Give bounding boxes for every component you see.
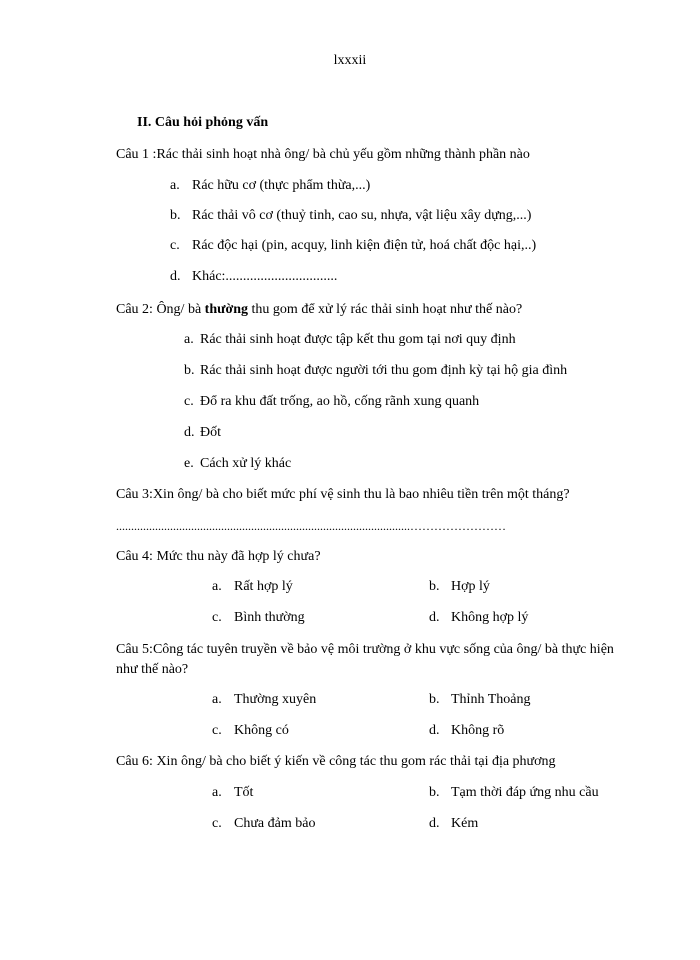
- q2-option-c: [184, 393, 479, 411]
- question-5: Câu 5:Công tác tuyên truyền về bảo vệ môi trường ở khu vực sống của ông/ bà thực hiện như thế nào?: [116, 642, 614, 677]
- question-2-suffix: thu gom để xử lý rác thải sinh hoạt như thế nào?: [248, 302, 523, 317]
- q1-option-c: [170, 237, 536, 255]
- option-text: Đốt: [200, 425, 221, 440]
- option-text: Bình thường: [234, 610, 305, 625]
- option-marker: a.: [212, 785, 222, 800]
- q2-option-b: [184, 362, 567, 380]
- option-marker: a.: [184, 332, 194, 347]
- option-marker: d.: [184, 425, 195, 440]
- question-3: Câu 3:Xin ông/ bà cho biết mức phí vệ sinh thu là bao nhiêu tiền trên một tháng?: [116, 487, 570, 502]
- option-marker: c.: [212, 610, 222, 625]
- question-2: [116, 301, 522, 319]
- option-marker: d.: [429, 816, 440, 831]
- option-text: Hợp lý: [451, 579, 490, 594]
- option-text: Rất hợp lý: [234, 579, 293, 594]
- q6-option-b: [429, 784, 599, 802]
- option-text: Tốt: [234, 785, 254, 800]
- option-marker: e.: [184, 456, 194, 471]
- option-text: Cách xử lý khác: [200, 456, 292, 471]
- option-text: Tạm thời đáp ứng nhu cầu: [451, 785, 599, 800]
- section-heading: II. Câu hỏi phỏng vấn: [137, 115, 269, 130]
- option-text: Thường xuyên: [234, 692, 317, 707]
- option-marker: b.: [170, 208, 181, 223]
- option-marker: c.: [184, 394, 194, 409]
- q6-option-d: [429, 815, 478, 833]
- option-marker: c.: [170, 238, 180, 253]
- option-text: Khác:................................: [192, 269, 338, 284]
- q2-option-e: [184, 455, 291, 473]
- q2-option-a: [184, 331, 516, 349]
- q1-option-b: [170, 207, 531, 225]
- question-1: Câu 1 :Rác thải sinh hoạt nhà ông/ bà chủ yếu gồm những thành phần nào: [116, 147, 530, 162]
- q5-option-d: [429, 722, 504, 740]
- option-text: Chưa đảm bảo: [234, 816, 316, 831]
- option-marker: a.: [212, 692, 222, 707]
- option-marker: b.: [429, 785, 440, 800]
- question-2-emphasis: thường: [204, 302, 249, 317]
- q4-option-c: [212, 609, 305, 627]
- option-text: Rác hữu cơ (thực phẩm thừa,...): [192, 178, 371, 193]
- option-text: Kém: [451, 816, 479, 831]
- option-marker: a.: [212, 579, 222, 594]
- q5-option-b: [429, 691, 530, 709]
- option-marker: d.: [429, 723, 440, 738]
- option-text: Không có: [234, 723, 289, 738]
- q1-option-d: [170, 268, 337, 286]
- option-text: Rác thải vô cơ (thuỷ tinh, cao su, nhựa, vật liệu xây dựng,...): [192, 208, 532, 223]
- option-marker: c.: [212, 816, 222, 831]
- option-text: Không rõ: [451, 723, 505, 738]
- option-text: Rác độc hại (pin, acquy, linh kiện điện tử, hoá chất độc hại,..): [192, 238, 537, 253]
- q5-option-a: [212, 691, 316, 709]
- q5-option-c: [212, 722, 289, 740]
- option-text: Không hợp lý: [451, 610, 529, 625]
- option-marker: d.: [170, 269, 181, 284]
- q4-option-a: [212, 578, 293, 596]
- q4-option-b: [429, 578, 490, 596]
- page-number: lxxxii: [333, 53, 367, 68]
- question-6: Câu 6: Xin ông/ bà cho biết ý kiến về công tác thu gom rác thải tại địa phương: [116, 754, 556, 769]
- q6-option-c: [212, 815, 315, 833]
- q6-option-a: [212, 784, 253, 802]
- option-marker: b.: [184, 363, 195, 378]
- option-text: Thỉnh Thoảng: [451, 692, 531, 707]
- question-4: Câu 4: Mức thu này đã hợp lý chưa?: [116, 549, 321, 564]
- option-marker: b.: [429, 692, 440, 707]
- option-text: Rác thải sinh hoạt được tập kết thu gom tại nơi quy định: [200, 332, 516, 347]
- answer-line: ..................................................................................................……………………: [116, 519, 506, 533]
- question-2-prefix: Câu 2: Ông/ bà: [116, 302, 205, 317]
- option-text: Rác thải sinh hoạt được người tới thu gom định kỳ tại hộ gia đình: [200, 363, 568, 378]
- option-marker: b.: [429, 579, 440, 594]
- q4-option-d: [429, 609, 528, 627]
- q2-option-d: [184, 424, 221, 442]
- option-text: Đổ ra khu đất trống, ao hồ, cống rãnh xung quanh: [200, 394, 480, 409]
- option-marker: c.: [212, 723, 222, 738]
- q1-option-a: [170, 177, 370, 195]
- option-marker: d.: [429, 610, 440, 625]
- option-marker: a.: [170, 178, 180, 193]
